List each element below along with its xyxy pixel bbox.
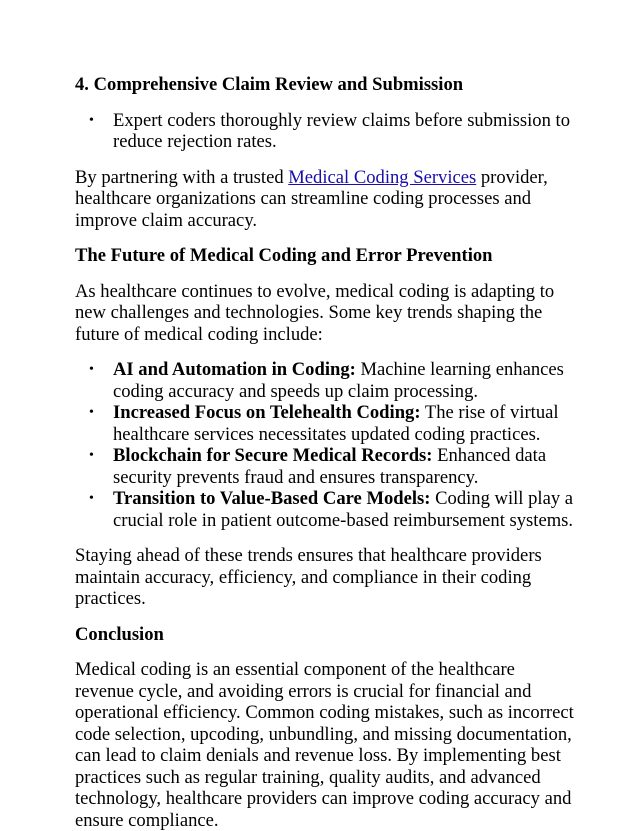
conclusion-paragraph: Medical coding is an essential component of the healthcare revenue cycle, and avoiding errors is crucial for financial and operational efficiency. Common coding mistakes, such as incorrect code selection, upcoding, unbundling, and missing documentation, can lead to claim denials and revenue loss. By implementing best practices such as regular training, quality audits, and advanced technology, healthcare providers can improve coding accuracy and ensure compliance. [75,659,574,831]
bullet-icon: • [89,405,94,420]
list-item [75,445,575,488]
bullet-icon: • [89,491,94,506]
list-item [75,110,575,153]
trend-description: The rise of virtual healthcare services necessitates updated coding practices. [113,402,559,445]
medical-coding-services-link[interactable]: Medical Coding Services [288,166,477,188]
trend-description: Coding will play a crucial role in patient outcome-based reimbursement systems. [113,488,574,531]
document-page [75,74,575,831]
partnering-paragraph [75,167,575,232]
future-intro-paragraph: As healthcare continues to evolve, medical coding is adapting to new challenges and technologies. Some key trends shaping the future of medical coding include: [75,280,555,345]
trend-title: Transition to Value-Based Care Models: [113,488,431,509]
list-item [75,359,575,402]
bullet-icon: • [89,112,94,128]
claim-review-list [75,110,575,153]
partnering-text-before: By partnering with a trusted [75,166,289,188]
trend-description: Machine learning enhances coding accuracy and speeds up claim processing. [113,359,564,402]
trend-title: Blockchain for Secure Medical Records: [113,445,433,466]
section-heading-conclusion: Conclusion [75,623,164,645]
section-heading-future: The Future of Medical Coding and Error Prevention [75,245,493,266]
trend-title: AI and Automation in Coding: [113,359,356,380]
bullet-icon: • [89,362,94,377]
section-heading-claim-review: 4. Comprehensive Claim Review and Submission [75,74,464,95]
list-item [75,402,575,445]
trends-list [75,359,575,531]
trend-title: Increased Focus on Telehealth Coding: [113,402,421,423]
trend-description: Enhanced data security prevents fraud and ensures transparency. [113,445,547,488]
partnering-text-after: provider, healthcare organizations can streamline coding processes and improve claim accuracy. [75,166,548,231]
bullet-icon: • [89,448,94,463]
list-item-text: Expert coders thoroughly review claims before submission to reduce rejection rates. [113,109,570,152]
trends-closing-paragraph: Staying ahead of these trends ensures that healthcare providers maintain accuracy, efficiency, and compliance in their coding practices. [75,545,542,609]
list-item [75,488,575,531]
